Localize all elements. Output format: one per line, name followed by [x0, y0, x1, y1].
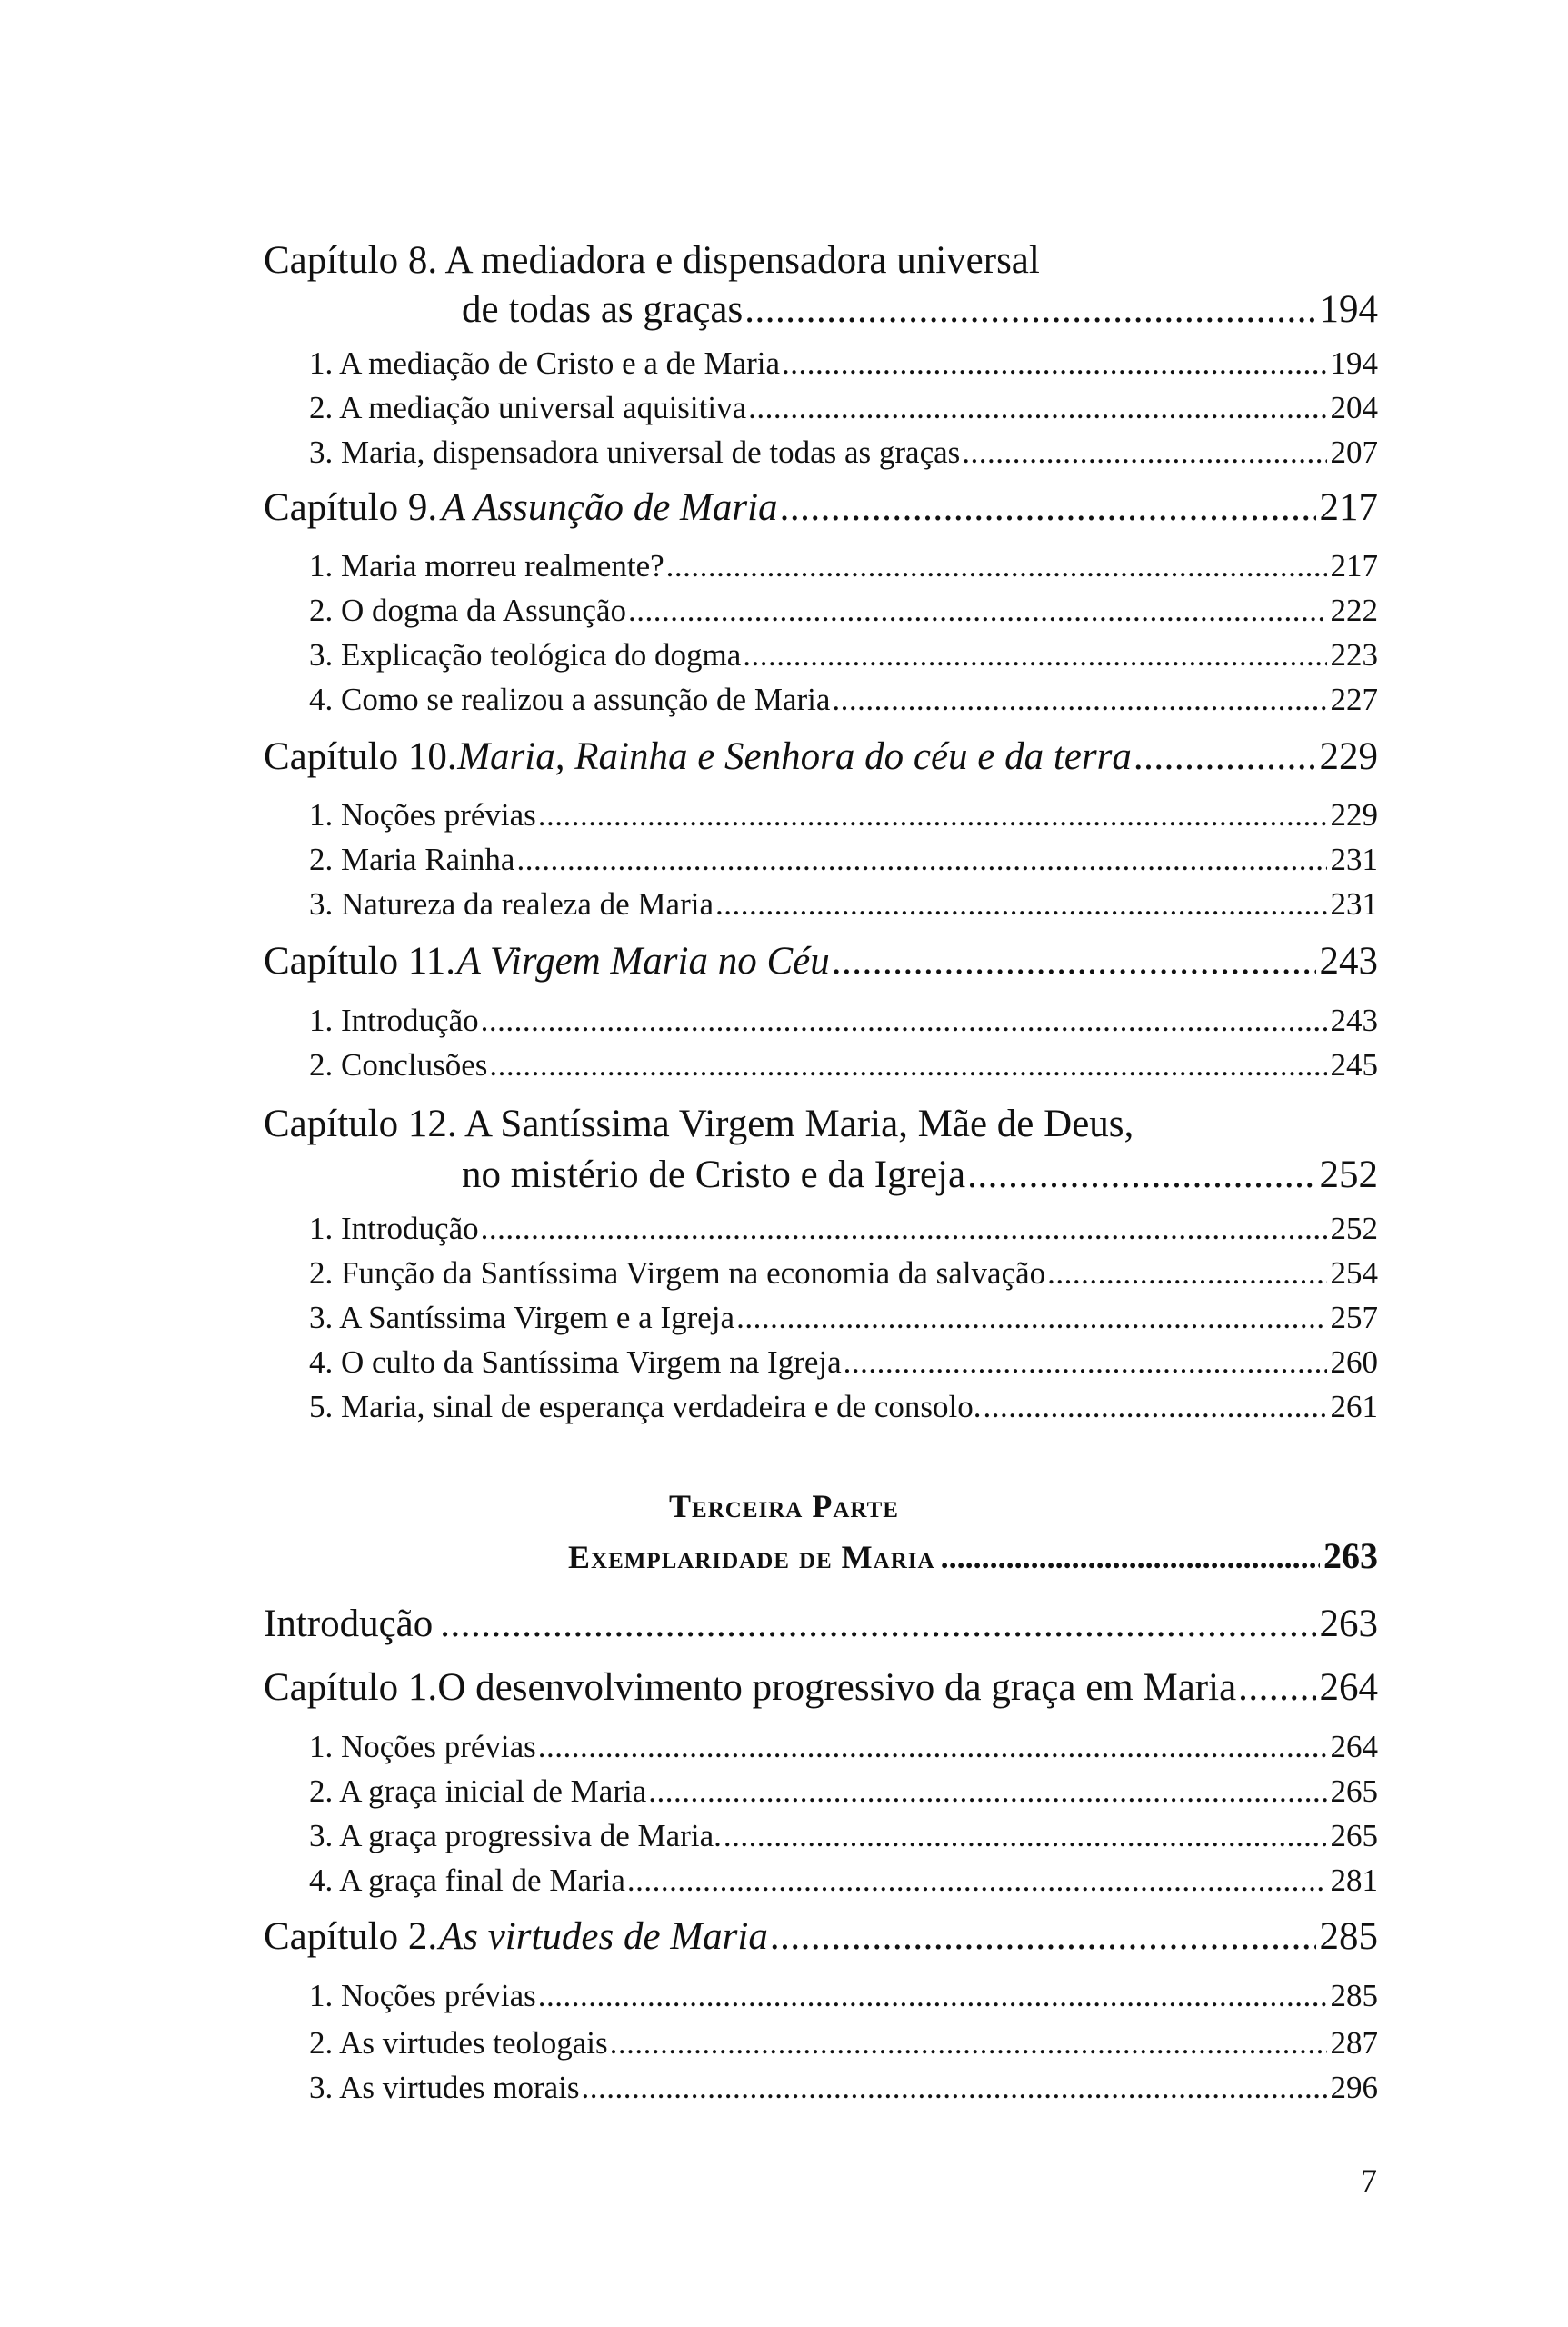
dot-leader [832, 682, 1326, 718]
item-text: 4. A graça final de Maria [309, 1863, 625, 1898]
chapter-label: Capítulo 2. [264, 1915, 438, 1958]
page-ref: 229 [1330, 797, 1378, 833]
dot-leader [538, 1978, 1327, 2014]
dot-leader [744, 287, 1315, 332]
page-ref: 194 [1330, 345, 1378, 381]
page-ref: 194 [1319, 288, 1378, 331]
chapter-label: Capítulo 8. [264, 239, 438, 282]
chapter-title-continued: de todas as graças [462, 288, 744, 331]
toc-item [309, 1978, 1378, 2014]
dot-leader [844, 1344, 1327, 1381]
page-ref: 223 [1330, 637, 1378, 673]
toc-item [309, 2070, 1378, 2106]
item-text: 2. As virtudes teologais [309, 2025, 608, 2061]
page-ref: 254 [1330, 1255, 1378, 1291]
intro-label: Introdução [264, 1603, 434, 1645]
item-text: 1. A mediação de Cristo e a de Maria [309, 345, 781, 381]
page-ref: 257 [1330, 1300, 1378, 1335]
dot-leader [440, 1602, 1315, 1646]
dot-leader [782, 345, 1326, 382]
page-ref: 245 [1330, 1047, 1378, 1083]
dot-leader [967, 1153, 1315, 1197]
item-text: 2. Conclusões [309, 1047, 488, 1083]
toc-item [309, 1389, 1378, 1425]
toc-item [309, 548, 1378, 584]
page-ref: 287 [1330, 2025, 1378, 2061]
item-text: 4. O culto da Santíssima Virgem na Igreja [309, 1344, 842, 1380]
item-text: 2. Função da Santíssima Virgem na economia da salvação [309, 1255, 1046, 1291]
toc-chapter-8-continued [462, 287, 1378, 332]
chapter-title: A Santíssima Virgem Maria, Mãe de Deus, [464, 1103, 1134, 1145]
chapter-title: O desenvolvimento progressivo da graça em Maria [437, 1666, 1237, 1709]
page-ref: 281 [1330, 1863, 1378, 1898]
toc-chapter-11 [264, 939, 1378, 984]
item-text: 3. Maria, dispensadora universal de todas as graças [309, 434, 961, 470]
item-text: 1. Maria morreu realmente? [309, 548, 664, 584]
page-ref: 264 [1330, 1729, 1378, 1764]
toc-chapter-12 [264, 1102, 1378, 1146]
toc-item [309, 2025, 1378, 2062]
toc-item [309, 1047, 1378, 1084]
dot-leader [941, 1538, 1320, 1576]
toc-chapter-10 [264, 734, 1378, 779]
dot-leader [770, 1914, 1316, 1959]
page-ref: 217 [1330, 548, 1378, 584]
dot-leader [610, 2025, 1327, 2062]
page-ref: 243 [1330, 1003, 1378, 1038]
item-text: 4. Como se realizou a assunção de Maria [309, 682, 831, 717]
page-ref: 285 [1330, 1978, 1378, 2013]
toc-item [309, 390, 1378, 426]
item-text: 3. Explicação teológica do dogma [309, 637, 742, 673]
chapter-label: Capítulo 10. [264, 735, 457, 778]
dot-leader [538, 1729, 1327, 1765]
dot-leader [832, 939, 1316, 984]
toc-item [309, 593, 1378, 629]
toc-chapter-8 [264, 238, 1378, 283]
page-ref: 231 [1330, 842, 1378, 877]
toc-part3-chapter-2 [264, 1914, 1378, 1959]
item-text: 2. A graça inicial de Maria [309, 1773, 647, 1809]
part-title: Exemplaridade de Maria [568, 1539, 935, 1575]
dot-leader [724, 1818, 1327, 1854]
dot-leader [962, 434, 1326, 471]
chapter-label: Capítulo 12. [264, 1103, 457, 1145]
item-text: 2. O dogma da Assunção [309, 593, 626, 628]
page-ref: 252 [1319, 1154, 1378, 1196]
dot-leader [1238, 1665, 1315, 1710]
toc-item [309, 1300, 1378, 1336]
chapter-label: Capítulo 1. [264, 1666, 438, 1709]
page-ref: 222 [1330, 593, 1378, 628]
dot-leader [516, 842, 1326, 878]
item-text: 2. Maria Rainha [309, 842, 515, 877]
page-ref: 252 [1330, 1211, 1378, 1246]
toc-item [309, 434, 1378, 471]
dot-leader [736, 1300, 1326, 1336]
item-text: 1. Noções prévias [309, 1978, 536, 2013]
dot-leader [538, 797, 1327, 834]
dot-leader [780, 485, 1316, 530]
dot-leader [743, 637, 1326, 674]
page-ref: 263 [1323, 1535, 1378, 1576]
item-text: 1. Noções prévias [309, 797, 536, 833]
item-text: 5. Maria, sinal de esperança verdadeira e de consolo. [309, 1389, 982, 1424]
item-text: 1. Noções prévias [309, 1729, 536, 1764]
item-text: 3. As virtudes morais [309, 2070, 580, 2105]
page-number: 7 [1361, 2162, 1377, 2199]
dot-leader [748, 390, 1326, 426]
toc-item [309, 1255, 1378, 1292]
chapter-label: Capítulo 11. [264, 940, 456, 983]
item-text: 2. A mediação universal aquisitiva [309, 390, 747, 425]
toc-item [309, 637, 1378, 674]
chapter-title: A Assunção de Maria [441, 486, 778, 529]
page-ref: 263 [1319, 1603, 1378, 1645]
toc-item [309, 1003, 1378, 1039]
dot-leader [648, 1773, 1326, 1810]
page-ref: 261 [1330, 1389, 1378, 1424]
dot-leader [627, 1863, 1327, 1899]
toc-part3-chapter-1 [264, 1665, 1378, 1710]
toc-item [309, 345, 1378, 382]
toc-item [309, 1344, 1378, 1381]
toc-item [309, 1729, 1378, 1765]
toc-item [309, 842, 1378, 878]
page-ref: 217 [1319, 486, 1378, 529]
chapter-title: Maria, Rainha e Senhora do céu e da terra [457, 735, 1132, 778]
dot-leader [984, 1389, 1327, 1425]
page-ref: 207 [1330, 434, 1378, 470]
page-ref: 265 [1330, 1818, 1378, 1853]
dot-leader [581, 2070, 1326, 2106]
dot-leader [481, 1211, 1327, 1247]
toc-chapter-12-continued [462, 1153, 1378, 1197]
toc-item [309, 1863, 1378, 1899]
page-ref: 204 [1330, 390, 1378, 425]
page-ref: 229 [1319, 735, 1378, 778]
chapter-title: A mediadora e dispensadora universal [444, 239, 1040, 282]
item-text: 1. Introdução [309, 1003, 479, 1038]
dot-leader [489, 1047, 1326, 1084]
chapter-title: As virtudes de Maria [438, 1915, 768, 1958]
part-heading: Terceira Parte [669, 1488, 899, 1524]
page-ref: 265 [1330, 1773, 1378, 1809]
toc-item [309, 1818, 1378, 1854]
toc-item [309, 797, 1378, 834]
page-ref: 227 [1330, 682, 1378, 717]
toc-item [309, 886, 1378, 923]
chapter-title-continued: no mistério de Cristo e da Igreja [462, 1154, 966, 1196]
page-ref: 296 [1330, 2070, 1378, 2105]
item-text: 3. A Santíssima Virgem e a Igreja [309, 1300, 735, 1335]
dot-leader [1047, 1255, 1326, 1292]
toc-chapter-9 [264, 485, 1378, 530]
item-text: 3. Natureza da realeza de Maria [309, 886, 714, 922]
dot-leader [628, 593, 1327, 629]
dot-leader [1134, 734, 1316, 779]
toc-item [309, 1773, 1378, 1810]
item-text: 3. A graça progressiva de Maria. [309, 1818, 722, 1853]
dot-leader [715, 886, 1327, 923]
dot-leader [481, 1003, 1327, 1039]
toc-introduction [264, 1602, 1378, 1646]
page-ref: 260 [1330, 1344, 1378, 1380]
page-ref: 243 [1319, 940, 1378, 983]
chapter-label: Capítulo 9. [264, 486, 438, 529]
page-ref: 264 [1319, 1666, 1378, 1709]
chapter-title: A Virgem Maria no Céu [456, 940, 830, 983]
toc-item [309, 682, 1378, 718]
part-title-line [568, 1534, 1378, 1577]
page-ref: 231 [1330, 886, 1378, 922]
dot-leader [666, 548, 1327, 584]
toc-item [309, 1211, 1378, 1247]
page-ref: 285 [1319, 1915, 1378, 1958]
item-text: 1. Introdução [309, 1211, 479, 1246]
